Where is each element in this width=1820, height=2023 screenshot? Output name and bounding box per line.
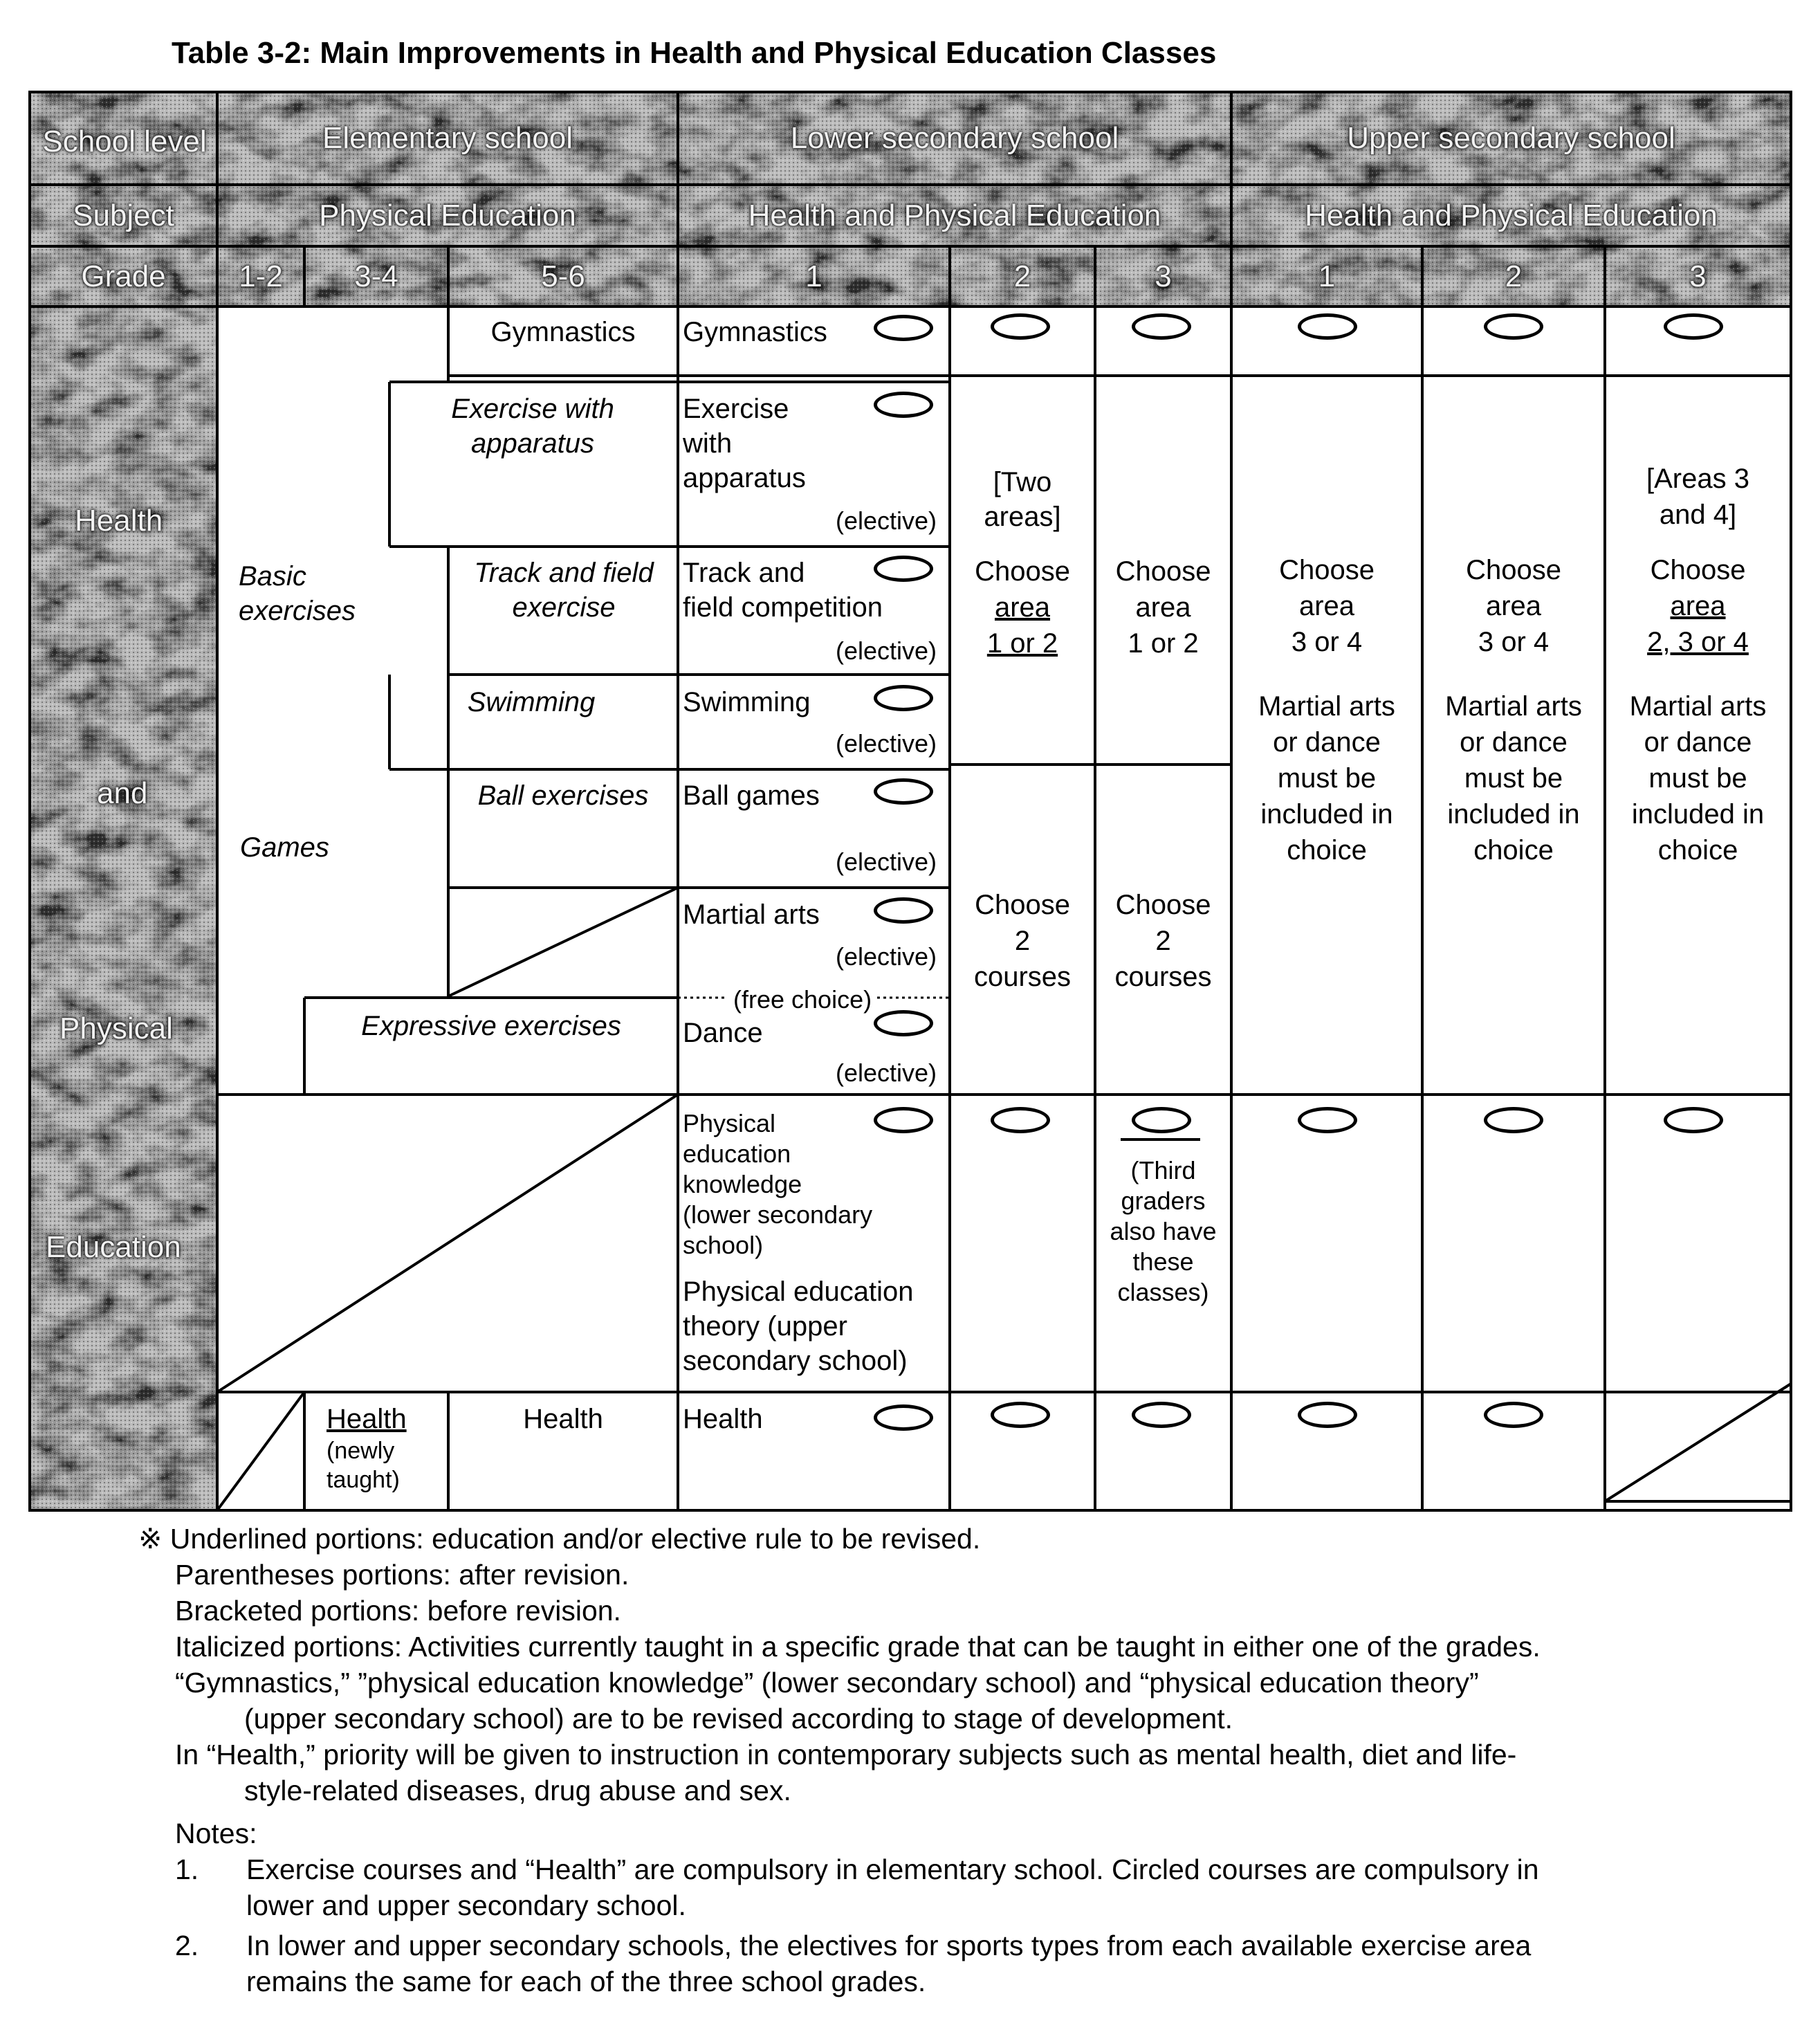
lower1-pe-theory-line: theory (upper [683,1311,847,1342]
compulsory-circle-icon [874,392,933,418]
lower2-choose-courses-line: Choose [975,890,1070,920]
lower1-pe-knowledge-line: school) [683,1231,764,1259]
lower3-choose-courses-line: Choose [1115,890,1211,920]
lower3-choose-area [1095,553,1231,661]
upper2-choose-area [1422,552,1605,660]
elem-ball-exercises: Ball exercises [477,780,649,811]
lower2-choose: Choose [975,556,1070,587]
upper1-martial-line: choice [1287,835,1367,866]
lower3-choose-courses [1095,887,1231,995]
upper2-choose-line: 3 or 4 [1478,627,1550,657]
note-number: 1. [175,1853,199,1885]
elem-track-and-field: Track and field exercise [474,558,654,623]
grade-cell: 3 [1155,259,1172,293]
lower1-pe-knowledge [683,1108,872,1261]
elem-newly-taught: (newly taught) [327,1438,400,1493]
elem-games: Games [240,832,329,863]
compulsory-circle-icon [1484,313,1543,340]
grade-cell: 3-4 [354,259,398,293]
elem-health: Health [523,1404,603,1434]
side-label-health: Health [75,504,163,538]
compulsory-circle-icon [991,1402,1050,1428]
lower3-choose-line: Choose [1115,556,1211,587]
lower3-third-line: classes) [1117,1278,1209,1306]
note-line: “Gymnastics,” ”physical education knowledge” (lower secondary school) and “physical education theory” [175,1667,1479,1699]
lower1-elective: (elective) [836,942,937,971]
note-text: remains the same for each of the three school grades. [246,1966,926,1997]
upper2-martial-line: choice [1473,835,1554,866]
note-line: ※ Underlined portions: education and/or elective rule to be revised. [138,1523,981,1555]
compulsory-circle-icon [1298,1107,1357,1133]
note-line: In “Health,” priority will be given to instruction in contemporary subjects such as mental health, diet and life- [175,1739,1517,1770]
lower3-choose-courses-line: 2 [1155,926,1171,956]
note-text: Exercise courses and “Health” are compulsory in elementary school. Circled courses are compulsory in [246,1853,1539,1885]
lower1-pe-knowledge-line: education [683,1139,791,1168]
upper2-choose-line: area [1485,591,1542,621]
lower3-third-line: (Third [1130,1156,1196,1184]
lower1-pe-theory-line: Physical education [683,1276,914,1307]
note-item-1 [142,1851,1541,1887]
side-label-education: Education [46,1230,181,1264]
compulsory-circle-icon [874,1107,933,1133]
upper2-martial-line: must be [1464,763,1563,794]
lower1-exercise-line: Exercise [683,394,789,424]
compulsory-circle-icon [874,556,933,582]
grade-cell: 1-2 [239,259,283,293]
lower2-choose-courses [950,887,1095,995]
grade-cell: 1 [805,259,822,293]
upper1-martial-line: or dance [1273,727,1381,758]
notes-label: Notes: [175,1818,257,1849]
compulsory-circle-icon [1132,1107,1191,1133]
grade-cell: 2 [1505,259,1523,293]
lower1-dance: Dance [683,1018,763,1048]
compulsory-circle-icon [1484,1402,1543,1428]
compulsory-circle-icon [874,897,933,924]
compulsory-circle-icon [1132,1402,1191,1428]
note-text: lower and upper secondary school. [246,1889,686,1921]
compulsory-circle-icon [991,313,1050,340]
compulsory-circle-icon [874,315,933,341]
upper1-choose-line: 3 or 4 [1291,627,1363,657]
lower2-choose-courses-line: courses [973,962,1072,992]
compulsory-circle-icon [874,685,933,711]
lower2-area: area [994,592,1051,623]
header-subject-elementary: Physical Education [319,198,576,232]
lower3-third-graders [1095,1155,1231,1308]
upper3-choose: Choose [1650,555,1746,585]
note-line: Italicized portions: Activities currently taught in a specific grade that can be taught in either one of the grades. [175,1631,1541,1663]
lower2-two-areas [950,465,1095,534]
lower1-pe-theory-line: secondary school) [683,1346,908,1376]
lower2-two-areas-line: [Two [993,467,1052,497]
grade-cell: 3 [1689,259,1707,293]
lower1-elective: (elective) [836,506,937,535]
upper1-choose-line: area [1298,591,1355,621]
lower1-exercise-line: with [683,428,733,459]
upper3-martial [1605,688,1791,868]
compulsory-circle-icon [1298,1402,1357,1428]
note-item-2 [142,1928,1541,1964]
elem-gymnastics: Gymnastics [490,317,636,347]
lower1-swimming: Swimming [683,687,811,717]
lower1-free-choice: (free choice) [728,985,877,1014]
lower1-ball-games: Ball games [683,780,820,811]
lower1-pe-knowledge-line: knowledge [683,1170,802,1198]
upper3-areas34 [1605,461,1791,533]
header-upper-secondary: Upper secondary school [1347,121,1675,155]
lower1-track-line: field competition [683,592,883,623]
header-school-level-label: School level [42,125,207,158]
upper2-choose-line: Choose [1466,555,1561,585]
upper1-choose-line: Choose [1279,555,1375,585]
compulsory-circle-icon [874,1010,933,1036]
note-line: (upper secondary school) are to be revised according to stage of development. [244,1703,1233,1734]
lower1-elective: (elective) [836,848,937,876]
lower1-pe-knowledge-line: Physical [683,1109,776,1137]
elem-exercise-with-apparatus: Exercise with apparatus [451,394,614,459]
side-label-physical: Physical [59,1012,173,1045]
lower1-health: Health [683,1404,763,1434]
header-grade-label: Grade [81,259,166,293]
lower1-track [683,556,883,625]
upper3-areas-line: [Areas 3 [1646,464,1749,494]
grade-cell: 5-6 [541,259,585,293]
lower1-elective: (elective) [836,637,937,665]
elem-basic-exercises: Basic exercises [239,561,356,626]
note-number: 2. [175,1930,199,1961]
lower3-choose-line: area [1135,592,1191,623]
lower1-exercise-line: apparatus [683,463,806,493]
lower2-choose-courses-line: 2 [1014,926,1031,956]
lower2-two-areas-line: areas] [984,502,1061,532]
header-subject-lower: Health and Physical Education [748,198,1161,232]
upper3-martial-line: or dance [1644,727,1752,758]
compulsory-circle-icon [1484,1107,1543,1133]
side-label-and: and [97,776,148,810]
lower1-pe-knowledge-line: (lower secondary [683,1200,873,1229]
header-lower-secondary: Lower secondary school [790,121,1119,155]
header-subject-upper: Health and Physical Education [1305,198,1718,232]
upper3-martial-line: must be [1648,763,1747,794]
upper3-area-num: 2, 3 or 4 [1647,627,1749,657]
grade-cell: 2 [1013,259,1031,293]
page-title: Table 3-2: Main Improvements in Health and Physical Education Classes [172,36,1217,70]
upper1-martial-line: included in [1260,799,1393,830]
lower1-gymnastics: Gymnastics [683,317,827,347]
lower3-third-line: these [1132,1247,1194,1276]
upper3-martial-line: choice [1657,835,1738,866]
lower1-exercise [683,392,806,495]
compulsory-circle-icon [1664,1107,1723,1133]
lower2-choose-area [950,553,1095,661]
note-text: In lower and upper secondary schools, the electives for sports types from each available exercise area [246,1930,1532,1961]
compulsory-circle-icon [991,1107,1050,1133]
lower1-martial-arts: Martial arts [683,899,820,930]
elem-health-new-label: Health [327,1404,407,1434]
compulsory-circle-icon [1132,313,1191,340]
lower3-choose-courses-line: courses [1114,962,1212,992]
header-elementary: Elementary school [322,121,573,155]
upper1-martial-line: Martial arts [1258,691,1395,722]
upper3-areas-line: and 4] [1659,500,1737,530]
upper3-area: area [1670,591,1726,621]
upper2-martial [1422,688,1605,868]
upper1-martial-line: must be [1277,763,1377,794]
upper1-choose-area [1231,552,1422,660]
upper1-martial [1231,688,1422,868]
grade-cell: 1 [1318,259,1336,293]
upper2-martial-line: included in [1447,799,1580,830]
notes-section [138,1521,1541,1999]
elem-swimming: Swimming [467,687,596,717]
lower3-choose-line: 1 or 2 [1128,628,1199,659]
note-line: style-related diseases, drug abuse and sex. [244,1775,791,1806]
lower1-pe-theory [683,1274,914,1378]
lower3-third-line: also have [1110,1217,1217,1245]
compulsory-circle-icon [874,778,933,805]
upper2-martial-line: Martial arts [1445,691,1582,722]
compulsory-circle-icon [1664,313,1723,340]
header-subject-label: Subject [73,198,174,232]
note-line: Bracketed portions: before revision. [175,1595,621,1627]
upper3-martial-line: included in [1631,799,1765,830]
lower1-elective: (elective) [836,729,937,758]
upper3-choose-area [1605,552,1791,660]
elem-expressive-exercises: Expressive exercises [361,1011,621,1041]
note-line: Parentheses portions: after revision. [175,1559,629,1591]
compulsory-circle-icon [1298,313,1357,340]
lower1-elective: (elective) [836,1059,937,1087]
lower1-track-line: Track and [683,558,805,588]
elem-health-new [327,1402,444,1494]
compulsory-circle-icon [874,1404,933,1431]
lower3-third-line: graders [1121,1187,1206,1215]
upper2-martial-line: or dance [1460,727,1568,758]
upper3-martial-line: Martial arts [1629,691,1767,722]
lower2-area-num: 1 or 2 [986,628,1058,659]
